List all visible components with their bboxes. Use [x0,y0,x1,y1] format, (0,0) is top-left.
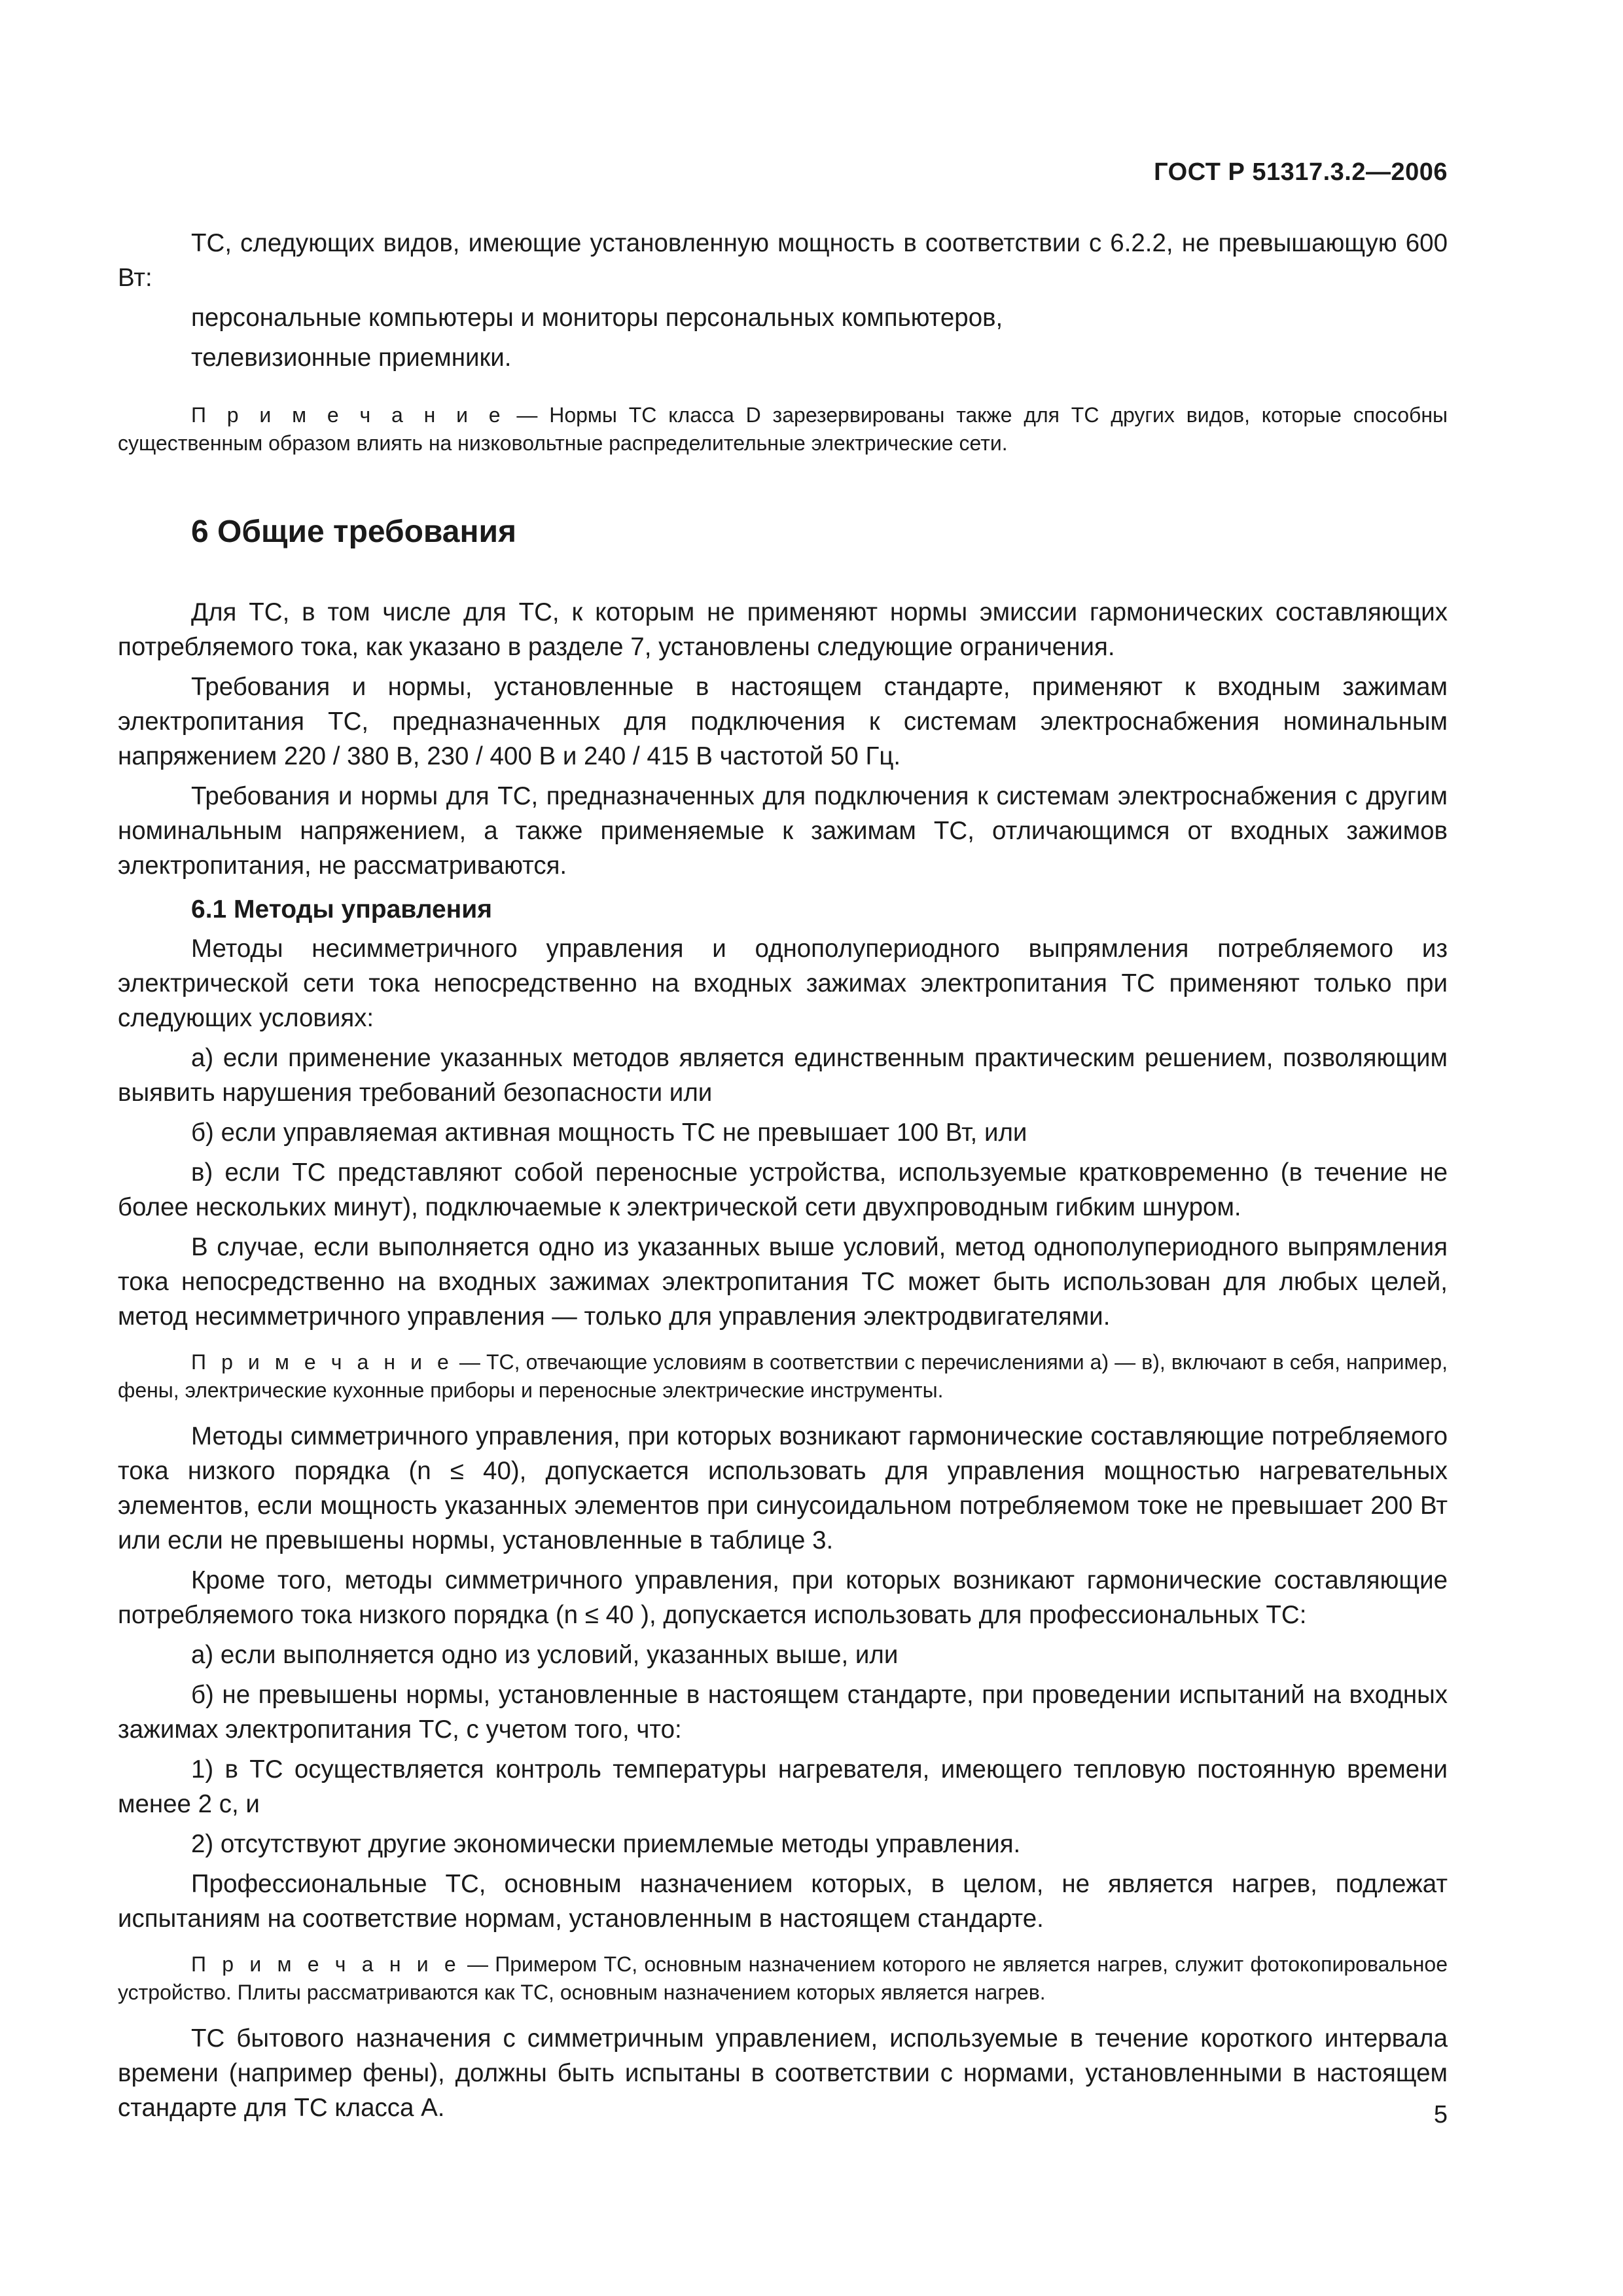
note-text: — ТС, отвечающие условиям в соответствии с перечислениями а) — в), включают в себя, например, фены, электрические кухонные приборы и переносные электрические инструменты. [118,1350,1448,1402]
paragraph: В случае, если выполняется одно из указанных выше условий, метод однополупериодного выпрямления тока непосредственно на входных зажимах электропитания ТС может быть использован для любых целей, метод несимметричного управления — только для управления электродвигателями. [118,1233,1448,1331]
paragraph: Для ТС, в том числе для ТС, к которым не применяют нормы эмиссии гармонических составляющих потребляемого тока, как указано в разделе 7, установлены следующие ограничения. [118,598,1448,661]
note-label: П р и м е ч а н и е [191,1952,461,1976]
intro-list-item: телевизионные приемники. [191,344,512,372]
page-number: 5 [1433,2101,1448,2128]
section-heading: 6 Общие требования [191,514,516,549]
note-label: П р и м е ч а н и е [191,1350,454,1374]
list-item: 2) отсутствуют другие экономически приемлемые методы управления. [191,1830,1021,1858]
paragraph: Профессиональные ТС, основным назначением которых, в целом, не является нагрев, подлежат испытаниям на соответствие нормам, установленным в настоящем стандарте. [118,1870,1448,1933]
list-item: а) если применение указанных методов является единственным практическим решением, позволяющим выявить нарушения требований безопасности или [118,1044,1448,1107]
note [118,1950,1448,2007]
paragraph: Методы несимметричного управления и однополупериодного выпрямления потребляемого из электрической сети тока непосредственно на входных зажимах электропитания ТС применяют только при следующих условиях: [118,935,1448,1032]
list-item: б) если управляемая активная мощность ТС не превышает 100 Вт, или [191,1119,1027,1147]
note-text: — Нормы ТС класса D зарезервированы также для ТС других видов, которые способны существенным образом влиять на низковольтные распределительные электрические сети. [118,403,1448,455]
document-header: ГОСТ Р 51317.3.2—2006 [1154,158,1448,186]
list-item: в) если ТС представляют собой переносные устройства, используемые кратковременно (в течение не более нескольких минут), подключаемые к электрической сети двухпроводным гибким шнуром. [118,1158,1448,1221]
paragraph: ТС бытового назначения с симметричным управлением, используемые в течение короткого интервала времени (например фены), должны быть испытаны в соответствии с нормами, установленными в настоящем стандарте для ТС класса А. [118,2024,1448,2122]
list-item: а) если выполняется одно из условий, указанных выше, или [191,1641,899,1669]
page-content [118,226,1448,2125]
paragraph: Методы симметричного управления, при которых возникают гармонические составляющие потребляемого тока низкого порядка (n ≤ 40), допускается использовать для управления мощностью нагревательных элементов, если мощность указанных элементов при синусоидальном потребляемом токе не превышает 200 Вт или если не превышены нормы, установленные в таблице 3. [118,1422,1448,1554]
note-label: П р и м е ч а н и е [191,403,505,427]
paragraph: Требования и нормы для ТС, предназначенных для подключения к системам электроснабжения с другим номинальным напряжением, а также применяемые к зажимам ТС, отличающимся от входных зажимов электропитания, не рассматриваются. [118,782,1448,880]
note [118,1348,1448,1405]
note-text: — Примером ТС, основным назначением которого не является нагрев, служит фотокопировальное устройство. Плиты рассматриваются как ТС, основным назначением которых является нагрев. [118,1952,1448,2004]
intro-paragraph: ТС, следующих видов, имеющие установленную мощность в соответствии с 6.2.2, не превышающую 600 Вт: [118,229,1448,292]
note [118,401,1448,457]
intro-list-item: персональные компьютеры и мониторы персональных компьютеров, [191,304,1003,332]
list-item: 1) в ТС осуществляется контроль температуры нагревателя, имеющего тепловую постоянную времени менее 2 с, и [118,1755,1448,1818]
paragraph: Кроме того, методы симметричного управления, при которых возникают гармонические составляющие потребляемого тока низкого порядка (n ≤ 40 ), допускается использовать для профессиональных ТС: [118,1566,1448,1629]
paragraph: Требования и нормы, установленные в настоящем стандарте, применяют к входным зажимам электропитания ТС, предназначенных для подключения к системам электроснабжения номинальным напряжением 220 / 380 В, 230 / 400 В и 240 / 415 В частотой 50 Гц. [118,673,1448,770]
list-item: б) не превышены нормы, установленные в настоящем стандарте, при проведении испытаний на входных зажимах электропитания ТС, с учетом того, что: [118,1681,1448,1744]
subsection-heading: 6.1 Методы управления [191,895,492,924]
